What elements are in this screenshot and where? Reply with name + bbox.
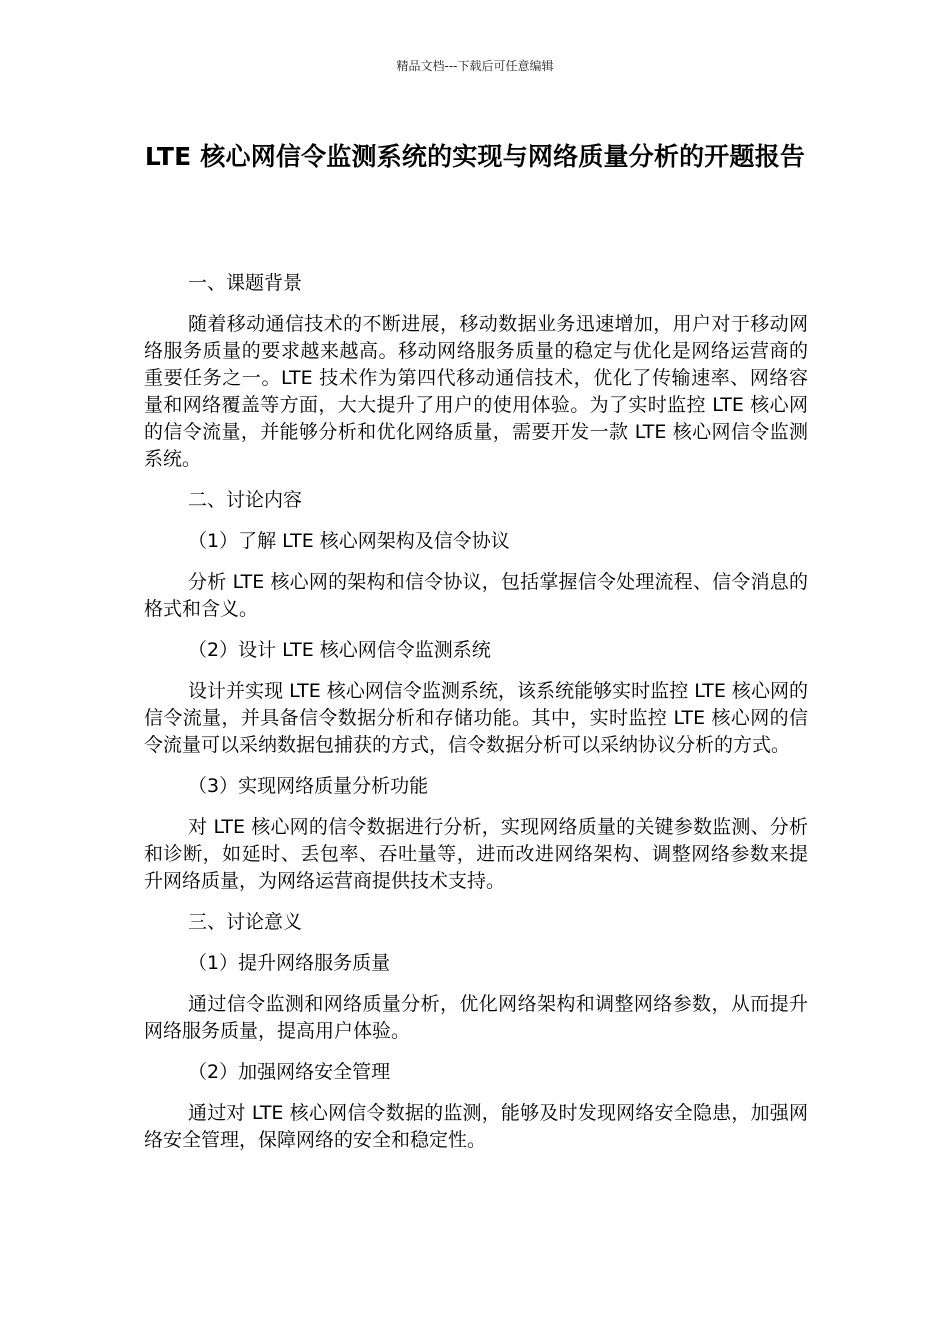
- section-heading-content: 二、讨论内容: [188, 489, 303, 511]
- section-heading-significance: 三、讨论意义: [188, 911, 303, 933]
- paragraph-architecture: 分析 LTE 核心网的架构和信令协议，包括掌握信令处理流程、信令消息的格式和含义。: [144, 571, 808, 620]
- section-heading-background: 一、课题背景: [188, 272, 303, 294]
- document-title: LTE 核心网信令监测系统的实现与网络质量分析的开题报告: [144, 142, 806, 171]
- subheading-security: （2）加强网络安全管理: [188, 1061, 391, 1083]
- subheading-quality-analysis: （3）实现网络质量分析功能: [188, 775, 429, 797]
- paragraph-background: 随着移动通信技术的不断进展，移动数据业务迅速增加，用户对于移动网络服务质量的要求越来越高。移动网络服务质量的稳定与优化是网络运营商的重要任务之一。LTE 技术作为第四代移动通信技术，优化了传输速率、网络容量和网络覆盖等方面，大大提升了用户的使用体验。为了实时监控 LTE 核心网的信令流量，并能够分析和优化网络质量，需要开发一款 LTE 核心网信令监测系统。: [144, 313, 808, 470]
- paragraph-system-design: 设计并实现 LTE 核心网信令监测系统，该系统能够实时监控 LTE 核心网的信令流量，并具备信令数据分析和存储功能。其中，实时监控 LTE 核心网的信令流量可以采纳数据包捕获的方式，信令数据分析可以采纳协议分析的方式。: [144, 680, 808, 756]
- subheading-architecture: （1）了解 LTE 核心网架构及信令协议: [188, 530, 510, 552]
- subheading-service-quality: （1）提升网络服务质量: [188, 952, 391, 974]
- page-header: 精品文档---下载后可任意编辑: [396, 59, 554, 73]
- paragraph-service-quality: 通过信令监测和网络质量分析，优化网络架构和调整网络参数，从而提升网络服务质量，提高用户体验。: [144, 993, 808, 1042]
- paragraph-quality-analysis: 对 LTE 核心网的信令数据进行分析，实现网络质量的关键参数监测、分析和诊断，如延时、丢包率、吞吐量等，进而改进网络架构、调整网络参数来提升网络质量，为网络运营商提供技术支持。: [144, 816, 808, 892]
- subheading-system-design: （2）设计 LTE 核心网信令监测系统: [188, 639, 491, 661]
- document-body: [144, 270, 808, 1168]
- paragraph-security: 通过对 LTE 核心网信令数据的监测，能够及时发现网络安全隐患，加强网络安全管理，保障网络的安全和稳定性。: [144, 1102, 808, 1151]
